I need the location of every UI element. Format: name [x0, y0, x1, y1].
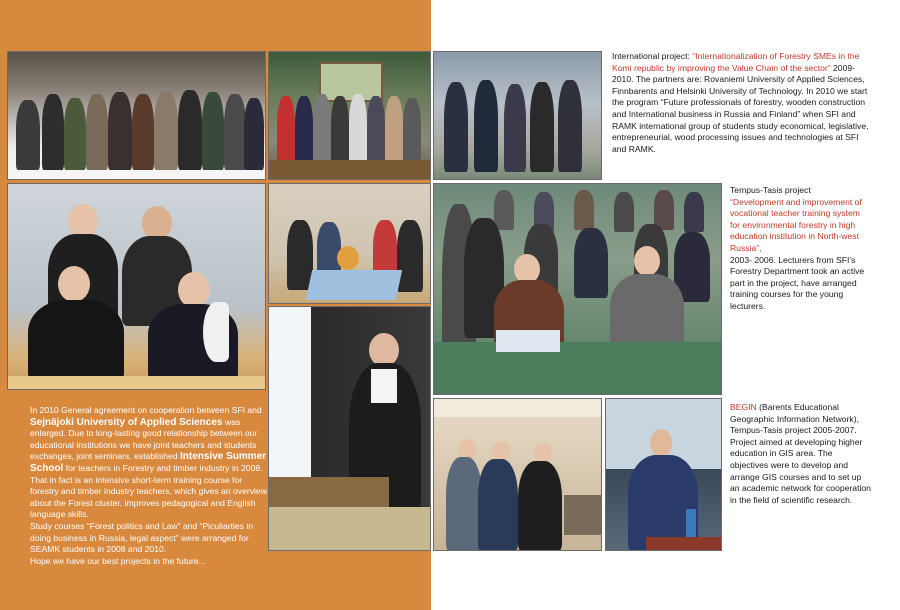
begin-project-text: [730, 402, 872, 506]
photo-conference-audience: [433, 183, 722, 395]
begin-project-title: BEGIN: [730, 402, 757, 412]
agreement-paragraph-1: [30, 405, 268, 521]
intensive-summer-school-name: Intensive Summer School: [30, 451, 267, 474]
photo-group-map-board: [268, 51, 431, 180]
photo-group-classroom: [433, 398, 602, 551]
agreement-p1-part-e: for teachers in Forestry and timber industry in 2008. That in fact is an intensive short-term training course for forestry and timber industry teachers, which gives an overview about the Forest cluster, improves pedagogical and English language skills.: [30, 462, 267, 520]
tempus-tasis-text: [730, 185, 872, 313]
international-project-text: [612, 51, 870, 155]
intl-project-body: 2009-2010. The partners are: Rovaniemi University of Applied Sciences, Finnbarents and Helsinki University of Technology. In 2010 we start the program “Future professionals of forestry, wooden construction and International business in Russia and Finland” when SFI and RAMK international group of students study economical, legislative, entrepreneurial, wood processing issues and technologies at SFI and RAMK.: [612, 62, 869, 154]
intl-prefix: International project:: [612, 51, 693, 61]
agreement-p1-part-c: was enlarged. Due to long-lasting good relationship between our educational institutions we have joint teachers and students exchanges, joint seminars, established: [30, 416, 258, 462]
begin-project-body: (Barents Educational Geographic Information Network), Tempus-Tasis project 2005-2007. Project aimed at developing higher education in GIS area. The objectives were to develop and arrange GIS courses and to set up an academic network for cooperation in the field of scientific research.: [730, 402, 871, 505]
photo-meeting-table: [268, 183, 431, 304]
photo-signing-ceremony: [7, 183, 266, 390]
tempus-project-title: “Development and improvement of vocational teacher training system for environmental forestry in high education institution in North-west Russia”,: [730, 196, 862, 253]
photo-man-at-lectern: [605, 398, 722, 551]
photo-winter-group: [7, 51, 266, 180]
agreement-paragraph-2: Study courses “Forest politics and Law” and “Piculiarties in doing business in Russia, legal aspect” were arranged for SEAMK students in 2008 and 2010.: [30, 520, 254, 555]
agreement-paragraph-3: Hope we have our best projects in the future...: [30, 555, 206, 566]
agreement-p1-part-a: In 2010 General agreement on cooperation between SFI and: [30, 405, 262, 415]
tempus-project-body: 2003- 2006. Lecturers from SFI’s Forestry Department took an active part in the project, have arranged training courses for the young lecturers.: [730, 254, 865, 311]
tempus-prefix: Tempus-Tasis project: [730, 185, 811, 195]
seinajoki-university-name: Sejnäjoki University of Applied Sciences: [30, 416, 223, 428]
photo-woman-presenting: [268, 306, 431, 551]
intl-project-title: “Internationalization of Forestry SMEs in the Komi republic by improving the Value Chain of the sector”: [612, 51, 860, 73]
agreement-text: [30, 405, 268, 567]
photo-men-in-hall: [433, 51, 602, 180]
